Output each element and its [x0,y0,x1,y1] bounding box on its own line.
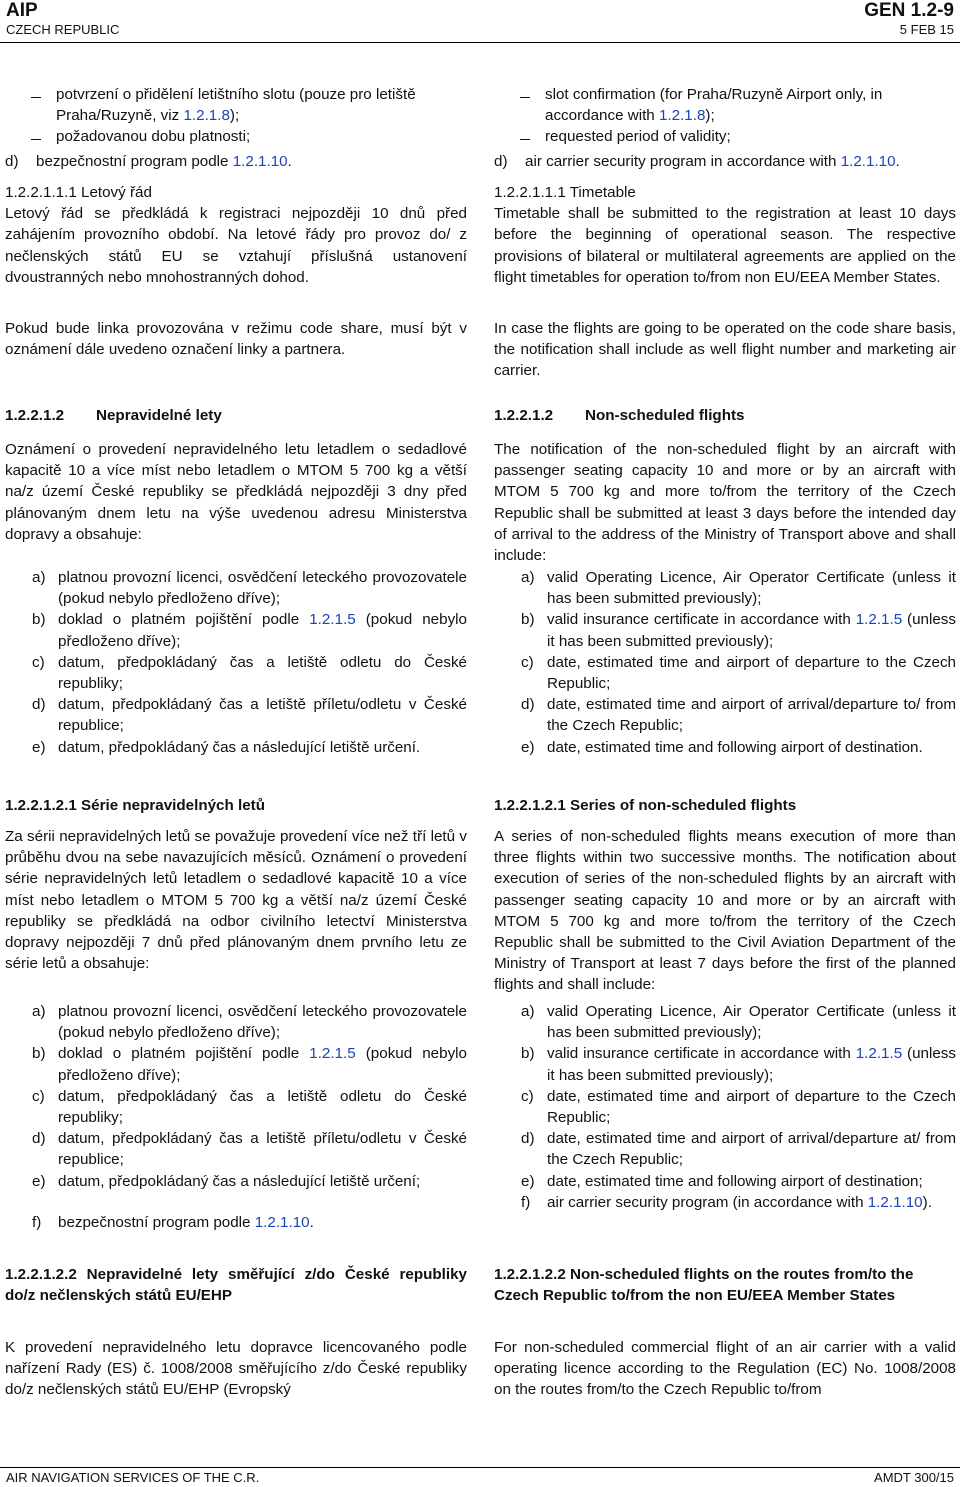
header-date: 5 FEB 15 [899,22,954,37]
cz-slot-item [5,84,467,148]
header-country: CZECH REPUBLIC [6,22,120,37]
list-item-label: c) [521,1087,534,1105]
list-item-label: c) [521,653,534,671]
en-slot-link[interactable]: 1.2.1.8 [658,107,706,125]
list-item [494,1086,956,1128]
cz-nonscheduled-heading [5,405,467,426]
footer-publisher: AIR NAVIGATION SERVICES OF THE C.R. [6,1470,260,1485]
cz-security-item [5,151,467,172]
list-item-text-end: ). [922,1193,932,1211]
list-item [5,737,467,758]
list-item-text: air carrier security program (in accordance with [547,1193,868,1211]
list-item-text: datum, předpokládaný čas a letiště odletu do České republiky; [58,653,467,693]
security-program-link[interactable]: 1.2.1.10 [867,1193,923,1211]
list-item [5,1128,467,1170]
cz-timetable-paragraph: Letový řád se předkládá k registraci nejpozději 10 dnů před zahájením provozního období. Na letové řády pro provoz do/ z nečlenských států EU se vztahují příslušná ustanovení dvoustranných nebo mnohostranných dohod. [5,205,467,286]
list-item [5,567,467,609]
list-item-text: platnou provozní licenci, osvědčení leteckého provozovatele (pokud nebylo předloženo dříve); [58,569,467,608]
list-item-text: date, estimated time and airport of arrival/departure at/ from the Czech Republic; [547,1130,956,1169]
en-security-label: d) [494,153,508,170]
list-item-label: a) [32,1003,46,1020]
en-slot-text: slot confirmation (for Praha/Ruzyně Airport only, in accordance with [545,86,883,125]
list-item-text: datum, předpokládaný čas a následující letiště určení; [58,1172,421,1190]
list-item-text-end: (unless it has been submitted previously); [547,611,956,650]
list-item [494,1171,956,1192]
cz-nonscheduled-title: Nepravidelné lety [96,407,222,424]
insurance-link[interactable]: 1.2.1.5 [855,1045,903,1063]
cz-noneu-text: K provedení nepravidelného letu dopravce licencovaného podle nařízení Rady (ES) č. 1008/2008 směřujícího z/do České republiky do/z nečlenských států EU/EHP (Evropský [5,1339,467,1399]
en-security-text-end: . [895,153,900,170]
cz-codeshare-paragraph [5,318,467,360]
list-item-text: date, estimated time and following airport of destination. [547,738,923,756]
en-security-item [494,151,956,172]
list-item-text: date, estimated time and following airport of destination; [547,1172,923,1190]
list-item [5,1086,467,1128]
list-item-label: b) [521,611,535,629]
list-item-label: b) [32,1045,46,1063]
en-nonscheduled-paragraph [494,439,956,566]
list-item-label: d) [521,696,535,714]
cz-slot-text-end: ); [229,107,240,125]
en-slot-item [494,84,956,148]
list-item-label: a) [521,1003,535,1020]
list-item [5,609,467,651]
list-item [5,1001,467,1043]
cz-noneu-heading [5,1264,467,1306]
en-noneu-text: For non-scheduled commercial flight of an air carrier with a valid operating licence according to the Regulation (EC) No. 1008/2008 on the routes from/to the Czech Republic to/from [494,1339,956,1399]
list-item-label: c) [32,1087,45,1105]
header-aip-title: AIP [6,0,38,21]
list-item-label: d) [521,1130,535,1148]
cz-nonscheduled-num: 1.2.2.1.2 [5,407,65,424]
list-item-label: a) [32,569,46,586]
cz-slot-link[interactable]: 1.2.1.8 [183,107,230,125]
cz-series-paragraph [5,826,467,974]
cz-security-label: d) [5,153,19,170]
list-item-label: b) [32,611,46,629]
cz-noneu-paragraph [5,1337,467,1401]
en-security-link[interactable]: 1.2.1.10 [840,153,896,170]
list-item [494,1043,956,1085]
list-item [494,1001,956,1043]
security-program-link[interactable]: 1.2.1.10 [254,1214,310,1231]
footer-amendment: AMDT 300/15 [874,1470,954,1485]
list-item-label: e) [32,1172,46,1190]
list-item [494,609,956,651]
en-noneu-heading-text: 1.2.2.1.2.2 Non-scheduled flights on the routes from/to the Czech Republic to/from the non EU/EEA Member States [494,1266,914,1305]
list-item-text: date, estimated time and airport of departure to the Czech Republic; [547,653,956,693]
en-series-heading: 1.2.2.1.2.1 Series of non-scheduled flights [494,797,797,814]
insurance-link[interactable]: 1.2.1.5 [309,1045,356,1063]
cz-nonscheduled-text: Oznámení o provedení nepravidelného letu letadlem o sedadlové kapacitě 10 a více míst nebo letadlem o MTOM 5 700 kg a větší na/z území České republiky se předkládá nejpozději 3 dny před plánovaným dnem letu na výše uvedenou adresu Ministerstva dopravy a obsahuje: [5,441,467,543]
list-item-label: a) [521,569,535,586]
en-nonscheduled-num: 1.2.2.1.2 [494,407,554,424]
list-item [5,694,467,736]
list-item [5,1171,467,1192]
list-item-text: platnou provozní licenci, osvědčení leteckého provozovatele (pokud nebylo předloženo dříve); [58,1003,467,1042]
en-validity-item: requested period of validity; [494,126,956,147]
cz-nonscheduled-list [5,567,467,758]
list-item-text: valid insurance certificate in accordance with [547,611,856,629]
list-item-label: e) [521,1172,535,1190]
en-series-paragraph [494,826,956,996]
en-nonscheduled-text: The notification of the non-scheduled flight by an aircraft with passenger seating capacity 10 and more or by an aircraft with MTOM 5 700 kg and more to/from the territory of the Czech Republic shall be submitted at least 3 days before the intended day of arrival to the address of the Ministry of Transport above and shall include: [494,441,956,565]
list-item-label: c) [32,653,45,671]
list-item-label: d) [32,696,46,714]
list-item [5,652,467,694]
list-item-label: e) [32,738,46,756]
list-item [494,737,956,758]
list-item [494,1128,956,1170]
en-codeshare-paragraph [494,318,956,382]
list-item [494,652,956,694]
cz-codeshare-text: Pokud bude linka provozována v režimu code share, musí být v oznámení dále uvedeno označení linky a partnera. [5,320,467,359]
list-item-text: datum, předpokládaný čas a letiště příletu/odletu v České republice; [58,1130,467,1169]
list-item-label: b) [521,1045,535,1063]
cz-timetable-heading: 1.2.2.1.1.1 Letový řád [5,184,152,201]
cz-series-list [5,1001,467,1192]
list-item-text-end: (unless it has been submitted previously); [547,1045,956,1084]
en-nonscheduled-heading [494,405,956,426]
cz-security-link[interactable]: 1.2.1.10 [232,153,288,170]
en-series-list [494,1001,956,1213]
en-series-text: A series of non-scheduled flights means execution of more than three flights within two successive months. The notification about execution of series of the non-scheduled flights by an aircraft with passenger seating capacity 10 and more or by an aircraft with MTOM 5 700 kg and more to/from the territory of the Czech Republic shall be submitted to the Civil Aviation Department of the Ministry of Transport at least 7 days before the first of the planned flights and shall include: [494,828,956,994]
cz-security-text: bezpečnostní program podle [36,153,233,170]
cz-slot-text: potvrzení o přidělení letištního slotu (pouze pro letiště Praha/Ruzyně, viz [56,86,416,125]
cz-noneu-heading-text: 1.2.2.1.2.2 Nepravidelné lety směřující z/do České republiky do/z nečlenských států EU/EHP [5,1266,467,1305]
list-item-text-end: (pokud nebylo předloženo dříve); [58,1045,467,1084]
cz-series-text: Za sérii nepravidelných letů se považuje provedení více než tří letů v průběhu dvou na sebe navazujících měsíců. Oznámení o provedení série nepravidelných letů letadlem o sedadlové kapacitě 10 a více míst nebo letadlem o MTOM 5 700 kg a větší na/z území České republiky se předkládá na odbor civilního letectví Ministerstva dopravy nejpozději 7 dnů před plánovaným dnem prvního letu ze série letů a obsahuje: [5,828,467,973]
en-security-text: air carrier security program in accordance with [525,153,841,170]
list-item-text: datum, předpokládaný čas a letiště odletu do České republiky; [58,1087,467,1127]
cz-timetable-section [5,182,467,288]
list-item-label: e) [521,738,535,756]
list-item-label: f) [521,1193,531,1211]
list-item-text: date, estimated time and airport of arrival/departure to/ from the Czech Republic; [547,696,956,735]
en-nonscheduled-list [494,567,956,758]
cz-validity-item: požadovanou dobu platnosti; [5,126,467,147]
insurance-link[interactable]: 1.2.1.5 [309,611,356,629]
list-item-text: valid Operating Licence, Air Operator Certificate (unless it has been submitted previously); [547,1003,956,1042]
header-page-ref: GEN 1.2-9 [864,0,954,21]
en-slot-text-end: ); [705,107,715,125]
en-timetable-paragraph: Timetable shall be submitted to the registration at least 10 days before the beginning of operational season. The respective provisions of bilateral or multilateral agreements are applied on the flight timetables for operation to/from non EU/EEA Member States. [494,205,956,286]
list-item [5,1212,467,1233]
cz-nonscheduled-paragraph [5,439,467,545]
list-item-text: date, estimated time and airport of departure to the Czech Republic; [547,1087,956,1127]
list-item-text-end: . [309,1214,314,1231]
en-codeshare-text: In case the flights are going to be operated on the code share basis, the notification shall include as well flight number and marketing air carrier. [494,320,956,380]
list-item-text: datum, předpokládaný čas a následující letiště určení. [58,738,421,756]
cz-series-item-f [5,1212,467,1233]
en-timetable-heading: 1.2.2.1.1.1 Timetable [494,184,636,201]
list-item-text: doklad o platném pojištění podle [58,611,310,629]
list-item-text: valid Operating Licence, Air Operator Certificate (unless it has been submitted previously); [547,569,956,608]
list-item-text: datum, předpokládaný čas a letiště příletu/odletu v České republice; [58,696,467,735]
footer-rule [0,1467,960,1468]
insurance-link[interactable]: 1.2.1.5 [855,611,903,629]
list-item-text-end: (pokud nebylo předloženo dříve); [58,611,467,650]
en-timetable-section [494,182,956,288]
cz-security-text-end: . [287,153,292,170]
list-item-label: f) [32,1214,42,1231]
header-rule [0,42,960,43]
en-noneu-paragraph [494,1337,956,1401]
list-item-text: bezpečnostní program podle [58,1214,255,1231]
en-noneu-heading [494,1264,956,1306]
list-item [494,567,956,609]
list-item [5,1043,467,1085]
list-item [494,694,956,736]
list-item-text: valid insurance certificate in accordance with [547,1045,856,1063]
list-item [494,1192,956,1213]
list-item-label: d) [32,1130,46,1148]
list-item-text: doklad o platném pojištění podle [58,1045,310,1063]
en-nonscheduled-title: Non-scheduled flights [585,407,745,424]
cz-series-heading: 1.2.2.1.2.1 Série nepravidelných letů [5,797,266,814]
